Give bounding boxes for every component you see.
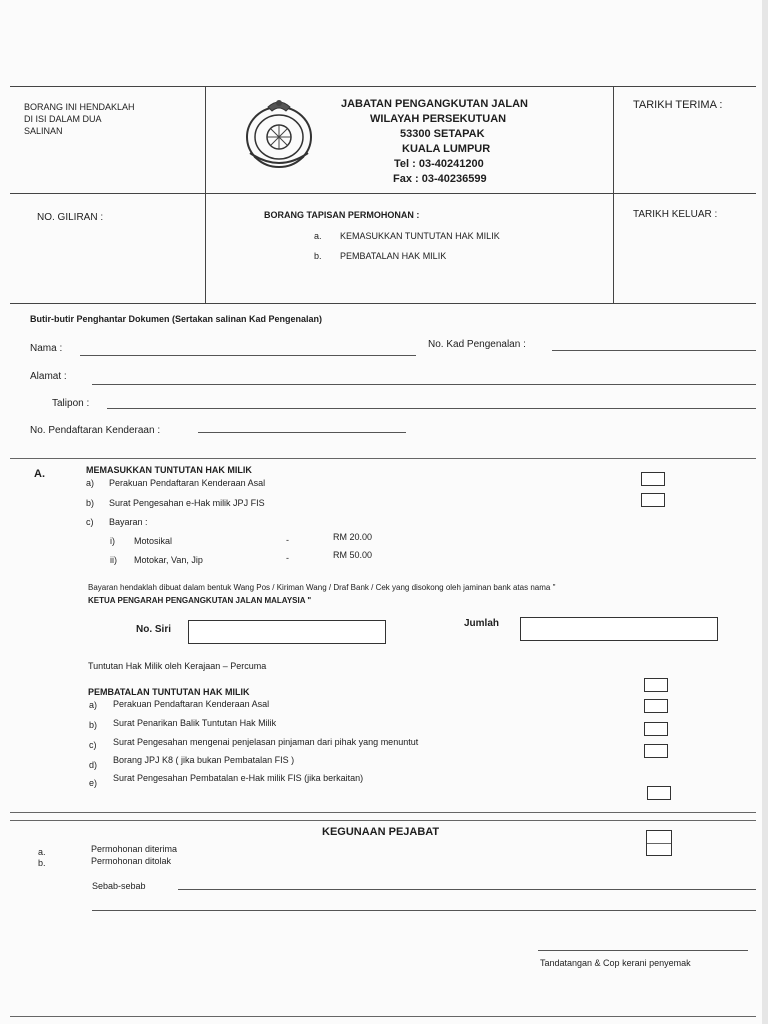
name-label: Nama :: [30, 343, 63, 354]
form-option-b: PEMBATALAN HAK MILIK: [340, 251, 447, 261]
agency-line-3: 53300 SETAPAK: [400, 128, 485, 140]
section-b-title-checkbox[interactable]: [644, 678, 668, 692]
office-use-title: KEGUNAAN PEJABAT: [322, 826, 440, 838]
form-option-b-letter: b.: [314, 251, 322, 261]
office-decision-divider: [647, 843, 671, 844]
fee-car-amount: RM 50.00: [333, 550, 373, 560]
reasons-field-line-1[interactable]: [178, 889, 756, 890]
section-b-item-c-letter: c): [89, 740, 97, 750]
address-label: Alamat :: [30, 371, 67, 382]
header-middle-rule: [10, 193, 756, 194]
fee-car-num: ii): [110, 555, 117, 565]
section-a-letter: A.: [34, 468, 45, 480]
header-bottom-rule: [10, 303, 756, 304]
section-b-item-e-checkbox[interactable]: [647, 786, 671, 800]
fee-motorcycle-num: i): [110, 536, 115, 546]
office-section-rule-bottom: [10, 820, 756, 821]
section-b-item-a: Perakuan Pendaftaran Kenderaan Asal: [113, 699, 270, 709]
fee-motorcycle-label: Motosikal: [134, 536, 173, 546]
payment-note: Bayaran hendaklah dibuat dalam bentuk Wang Pos / Kiriman Wang / Draf Bank / Cek yang disokong oleh jaminan bank atas nama ": [88, 583, 556, 592]
jpj-crest-logo: [240, 95, 318, 173]
header-right-divider: [613, 86, 614, 304]
sender-section-title: Butir-butir Penghantar Dokumen (Sertakan salinan Kad Pengenalan): [30, 314, 323, 324]
agency-line-1: JABATAN PENGANGKUTAN JALAN: [341, 98, 528, 110]
government-claim-note: Tuntutan Hak Milik oleh Kerajaan – Percuma: [88, 661, 267, 671]
rejected-option-letter: b.: [38, 858, 46, 868]
section-a-item-a: Perakuan Pendaftaran Kenderaan Asal: [109, 478, 266, 488]
section-a-item-c-letter: c): [86, 517, 94, 527]
page-bottom-rule: [10, 1016, 756, 1017]
section-a-item-c: Bayaran :: [109, 517, 148, 527]
section-b-item-a-checkbox[interactable]: [644, 699, 668, 713]
date-received-label: TARIKH TERIMA :: [633, 99, 723, 111]
fee-car-dash: -: [286, 553, 289, 563]
page-edge: [762, 0, 768, 1024]
section-b-item-b: Surat Penarikan Balik Tuntutan Hak Milik: [113, 718, 277, 728]
agency-line-2: WILAYAH PERSEKUTUAN: [370, 113, 507, 125]
section-a-item-a-checkbox[interactable]: [641, 472, 665, 486]
agency-line-4: KUALA LUMPUR: [402, 143, 491, 155]
accepted-option-label: Permohonan diterima: [91, 844, 178, 854]
section-b-item-b-letter: b): [89, 720, 98, 730]
fee-motorcycle-amount: RM 20.00: [333, 532, 373, 542]
signature-label: Tandatangan & Cop kerani penyemak: [540, 958, 691, 968]
section-b-item-c-checkbox[interactable]: [644, 744, 668, 758]
section-a-item-b-checkbox[interactable]: [641, 493, 665, 507]
fee-motorcycle-dash: -: [286, 535, 289, 545]
serial-number-label: No. Siri: [136, 624, 172, 635]
section-a-title: MEMASUKKAN TUNTUTAN HAK MILIK: [86, 465, 252, 475]
section-a-item-b: Surat Pengesahan e-Hak milik JPJ FIS: [109, 498, 265, 508]
section-a-item-a-letter: a): [86, 478, 95, 488]
agency-fax: Fax : 03-40236599: [393, 173, 487, 185]
section-b-item-e-letter: e): [89, 778, 98, 788]
header-top-rule: [10, 86, 756, 87]
amount-label: Jumlah: [464, 618, 500, 629]
section-a-item-b-letter: b): [86, 498, 95, 508]
amount-field[interactable]: [520, 617, 718, 641]
section-b-item-b-checkbox[interactable]: [644, 722, 668, 736]
accepted-option-letter: a.: [38, 847, 46, 857]
section-b-title: PEMBATALAN TUNTUTAN HAK MILIK: [88, 687, 250, 697]
section-b-item-c: Surat Pengesahan mengenai penjelasan pinjaman dari pihak yang menuntut: [113, 737, 419, 747]
copy-instruction: BORANG INI HENDAKLAH DI ISI DALAM DUA SALINAN: [24, 102, 135, 136]
phone-field[interactable]: [107, 408, 756, 409]
vehicle-registration-field[interactable]: [198, 432, 406, 433]
serial-number-field[interactable]: [188, 620, 386, 644]
fee-car-label: Motokar, Van, Jip: [134, 555, 203, 565]
rejected-option-label: Permohonan ditolak: [91, 856, 172, 866]
sender-section-rule: [10, 458, 756, 459]
ic-number-field[interactable]: [552, 350, 756, 351]
reasons-field-line-2[interactable]: [92, 910, 756, 911]
section-b-item-d-letter: d): [89, 760, 98, 770]
office-section-rule-top: [10, 812, 756, 813]
header-left-divider: [205, 86, 206, 304]
vehicle-registration-label: No. Pendaftaran Kenderaan :: [30, 425, 161, 436]
address-field[interactable]: [92, 384, 756, 385]
form-option-a: KEMASUKKAN TUNTUTAN HAK MILIK: [340, 231, 500, 241]
ic-number-label: No. Kad Pengenalan :: [428, 339, 526, 350]
payee-name: KETUA PENGARAH PENGANGKUTAN JALAN MALAYSIA ": [88, 596, 312, 605]
section-b-item-e: Surat Pengesahan Pembatalan e-Hak milik FIS (jika berkaitan): [113, 773, 364, 783]
agency-phone: Tel : 03-40241200: [394, 158, 484, 170]
date-issued-label: TARIKH KELUAR :: [633, 209, 718, 220]
form-title: BORANG TAPISAN PERMOHONAN :: [264, 210, 420, 220]
name-field[interactable]: [80, 355, 416, 356]
section-b-item-a-letter: a): [89, 700, 98, 710]
section-b-item-d: Borang JPJ K8 ( jika bukan Pembatalan FIS ): [113, 755, 295, 765]
reasons-label: Sebab-sebab: [92, 881, 146, 891]
phone-label: Talipon :: [52, 398, 90, 409]
form-option-a-letter: a.: [314, 231, 322, 241]
signature-line[interactable]: [538, 950, 748, 951]
queue-number-label: NO. GILIRAN :: [37, 212, 104, 223]
